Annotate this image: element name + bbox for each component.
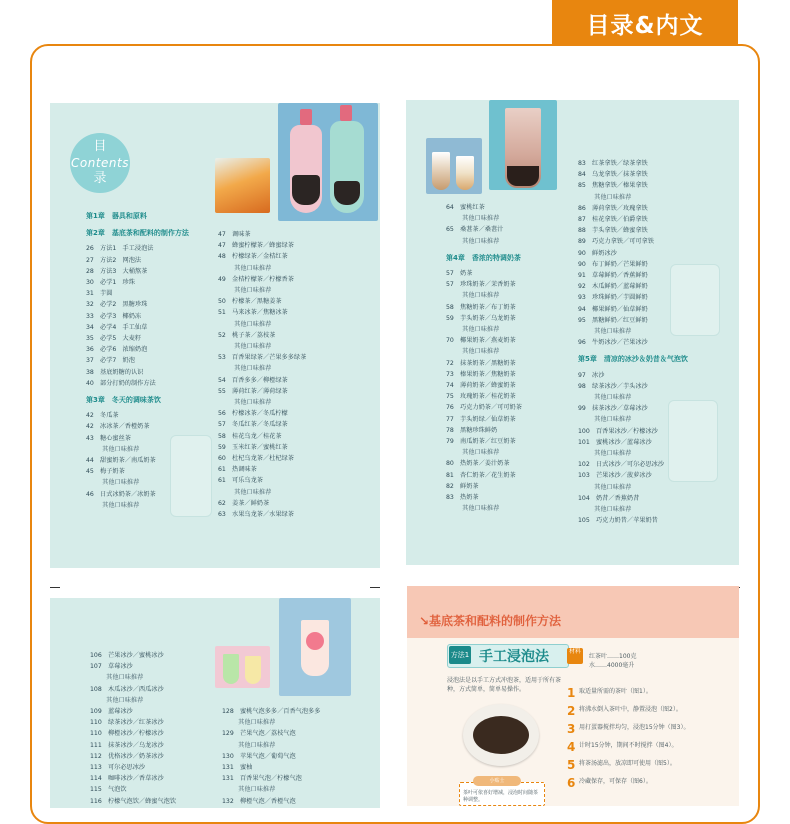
chapter-heading: 第2章 基底茶和配料的制作方法 xyxy=(86,229,189,238)
toc-entry: 其他口味推荐 xyxy=(456,348,500,356)
toc-entry: 62 姜茶／鲜奶茶 xyxy=(218,499,270,507)
section-header-tab xyxy=(552,0,738,46)
tip-text: 茶叶可依喜好增减，浸泡时间随茶种调整。 xyxy=(463,790,539,803)
steps-list xyxy=(567,686,735,794)
toc-entry: 98 绿茶冰沙／芋头冰沙 xyxy=(578,382,648,390)
toc-entry: 88 芋头拿铁／蜂蜜拿铁 xyxy=(578,227,648,235)
toc-entry: 53 百香果绿茶／芒果多多绿茶 xyxy=(218,354,307,362)
toc-entry: 38 基底奶糖的认识 xyxy=(86,368,144,376)
toc-entry: 100 百香果冰沙／柠檬冰沙 xyxy=(578,427,658,435)
toc-entry: 85 焦糖拿铁／榛果拿铁 xyxy=(578,182,648,190)
toc-entry: 其他口味推荐 xyxy=(228,264,272,272)
toc-entry: 33 必学3 椰奶冻 xyxy=(86,312,142,320)
toc-entry: 57 奶茶 xyxy=(446,270,473,278)
crop-mark xyxy=(50,587,60,588)
toc-title-en: Contents xyxy=(71,156,129,170)
header-title: 目录&内文 xyxy=(586,12,704,39)
toc-entry: 48 柠檬绿茶／金桔红茶 xyxy=(218,253,288,261)
toc-entry: 其他口味推荐 xyxy=(96,501,140,509)
toc-entry: 74 薄荷奶茶／蜂蜜奶茶 xyxy=(446,382,516,390)
toc-entry: 84 乌龙拿铁／抹茶拿铁 xyxy=(578,171,648,179)
section-title: ↘基底茶和配料的制作方法 xyxy=(419,614,562,628)
pink-green-drinks-photo xyxy=(215,646,270,688)
toc-entry: 106 芒果冰沙／蜜桃冰沙 xyxy=(90,652,164,659)
toc-entry: 129 芒果气泡／荔枝气泡 xyxy=(222,730,296,738)
step-item xyxy=(567,740,735,754)
toc-entry: 其他口味推荐 xyxy=(228,320,272,328)
toc-page-3 xyxy=(50,598,380,808)
step-item xyxy=(567,686,735,700)
toc-entry: 101 蜜桃冰沙／蓝莓冰沙 xyxy=(578,438,652,446)
chapter-heading: 第1章 器具和原料 xyxy=(86,212,147,220)
toc-entry: 80 热奶茶／姜汁奶茶 xyxy=(446,460,510,468)
toc-entry: 其他口味推荐 xyxy=(456,237,500,245)
toc-entry: 82 鲜奶茶 xyxy=(446,482,479,490)
toc-entry: 116 柠檬气泡饮／蜂蜜气泡饮 xyxy=(90,797,177,805)
toc-entry: 59 玉米红茶／蜜桃红茶 xyxy=(218,443,288,451)
toc-entry: 83 红茶拿铁／绿茶拿铁 xyxy=(578,160,648,167)
toc-entry: 其他口味推荐 xyxy=(456,505,500,513)
toc-entry: 90 布丁鲜奶／芒果鲜奶 xyxy=(578,260,648,268)
recipe-name: 手工浸泡法 xyxy=(479,649,549,665)
toc-entry: 其他口味推荐 xyxy=(588,394,632,402)
toc-entry: 其他口味推荐 xyxy=(228,399,272,407)
toc-entry: 54 百香多多／柳橙绿茶 xyxy=(218,376,288,384)
toc-entry: 51 马来冰茶／焦糖冰茶 xyxy=(218,309,288,317)
toc-entry: 59 芋头奶茶／乌龙奶茶 xyxy=(446,314,516,322)
toc-entry: 其他口味推荐 xyxy=(228,343,272,351)
toc-entry: 78 黑糖珍珠鲜奶 xyxy=(446,426,498,434)
toc-entry: 90 鲜奶冰沙 xyxy=(578,249,617,257)
toc-entry: 64 蜜桃红茶 xyxy=(446,204,485,211)
toc-entry: 49 金桔柠檬茶／柠檬香茶 xyxy=(218,275,294,283)
step-item xyxy=(567,722,735,736)
toc-entry: 95 黑糖鲜奶／红豆鲜奶 xyxy=(578,316,648,324)
toc-entry: 104 奶昔／香蕉奶昔 xyxy=(578,494,640,502)
toc-entry: 99 抹茶冰沙／草莓冰沙 xyxy=(578,405,648,413)
ingredient-list xyxy=(589,652,636,670)
toc-right-column xyxy=(222,706,320,807)
toc-entry: 45 梅子奶茶 xyxy=(86,468,125,476)
toc-entry: 35 必学5 大麦籽 xyxy=(86,335,142,343)
toc-entry: 132 柳橙气泡／香橙气泡 xyxy=(222,797,296,805)
step-text: 冷藏保存，可保存（图6）。 xyxy=(579,778,652,785)
toc-entry: 58 桂花乌龙／桂花茶 xyxy=(218,432,282,440)
orange-drink-photo xyxy=(215,158,270,213)
toc-entry: 93 珍珠鲜奶／芋圆鲜奶 xyxy=(578,294,648,302)
toc-entry: 111 抹茶冰沙／乌龙冰沙 xyxy=(90,741,164,749)
toc-entry: 其他口味推荐 xyxy=(96,479,140,487)
toc-entry: 105 巧克力奶昔／苹果奶昔 xyxy=(578,517,658,525)
toc-entry: 其他口味推荐 xyxy=(588,328,632,336)
step-text: 用打蛋器搅拌均匀，浸泡15分钟（图3）。 xyxy=(579,724,690,731)
toc-entry: 37 必学7 奶泡 xyxy=(86,357,135,365)
toc-entry: 26 方法1 手工浸泡法 xyxy=(86,245,154,253)
toc-entry: 其他口味推荐 xyxy=(228,365,272,373)
step-item xyxy=(567,776,735,790)
toc-entry: 其他口味推荐 xyxy=(588,450,632,458)
toc-entry: 75 玫瑰奶茶／桂花奶茶 xyxy=(446,393,516,401)
toc-entry: 其他口味推荐 xyxy=(456,326,500,334)
toc-entry: 131 百香果气泡／柠檬气泡 xyxy=(222,775,302,783)
toc-entry: 79 南瓜奶茶／红豆奶茶 xyxy=(446,438,516,446)
ingredient-item: 水……4000毫升 xyxy=(589,662,635,669)
ingredient-item: 红茶叶……100克 xyxy=(589,653,637,660)
toc-entry: 109 蓝莓冰沙 xyxy=(90,708,133,716)
toc-title-cn-top: 目 xyxy=(93,139,107,154)
toc-entry: 42 冬瓜茶 xyxy=(86,412,119,420)
toc-entry: 其他口味推荐 xyxy=(456,449,500,457)
toc-entry: 96 牛奶冰沙／芒果冰沙 xyxy=(578,339,648,347)
toc-entry: 其他口味推荐 xyxy=(96,445,140,453)
toc-entry: 108 木瓜冰沙／西瓜冰沙 xyxy=(90,685,164,693)
toc-entry: 31 芋圆 xyxy=(86,290,113,298)
toc-entry: 103 芒果冰沙／菠萝冰沙 xyxy=(578,472,652,480)
toc-entry: 57 冬瓜红茶／冬瓜绿茶 xyxy=(218,421,288,429)
toc-entry: 131 蜜柚 xyxy=(222,764,253,772)
pearl-milk-tea-photo xyxy=(489,100,557,190)
step-number: 2 xyxy=(567,704,576,718)
step-text: 取适量所需的茶叶（图1）。 xyxy=(579,688,652,695)
toc-entry: 70 椰果奶茶／燕麦奶茶 xyxy=(446,337,516,345)
toc-entry: 其他口味推荐 xyxy=(456,292,500,300)
step-text: 计时15分钟，期间不时搅拌（图4）。 xyxy=(579,742,678,749)
toc-entry: 55 薄荷红茶／薄荷绿茶 xyxy=(218,387,288,395)
toc-entry: 114 咖啡冰沙／香草冰沙 xyxy=(90,775,164,783)
chapter-heading: 第3章 冬天的调味茶饮 xyxy=(86,396,161,405)
step-item xyxy=(567,704,735,718)
toc-entry: 61 可乐乌龙茶 xyxy=(218,477,263,485)
toc-entry: 110 绿茶冰沙／红茶冰沙 xyxy=(90,719,164,727)
toc-entry: 36 必学6 浓缩奶泡 xyxy=(86,346,148,354)
toc-entry: 其他口味推荐 xyxy=(588,416,632,424)
step-number: 1 xyxy=(567,686,576,700)
flower-drink-photo xyxy=(279,598,351,696)
toc-entry: 130 苹果气泡／葡萄气泡 xyxy=(222,752,296,760)
toc-entry: 56 柠檬冰茶／冬瓜柠檬 xyxy=(218,410,288,418)
toc-entry: 42 冰冰茶／香橙奶茶 xyxy=(86,423,150,431)
toc-entry: 58 焦糖奶茶／布丁奶茶 xyxy=(446,303,516,311)
content-page xyxy=(407,586,739,806)
toc-entry: 其他口味推荐 xyxy=(100,674,144,682)
toc-left-column xyxy=(446,202,522,514)
toc-entry: 其他口味推荐 xyxy=(588,506,632,514)
toc-entry: 113 可尔必思冰沙 xyxy=(90,764,146,772)
toc-entry: 112 优格冰沙／奶茶冰沙 xyxy=(90,752,164,760)
toc-entry: 94 椰果鲜奶／仙草鲜奶 xyxy=(578,305,648,313)
toc-left-column xyxy=(86,205,189,511)
toc-entry: 72 抹茶奶茶／黑糖奶茶 xyxy=(446,359,516,367)
chapter-heading: 第5章 清凉的冰沙＆奶昔＆气泡饮 xyxy=(578,355,688,364)
toc-entry: 其他口味推荐 xyxy=(232,741,276,749)
toc-entry: 43 糖心蜜丝茶 xyxy=(86,434,131,442)
toc-entry: 87 桂花拿铁／伯爵拿铁 xyxy=(578,216,648,224)
toc-entry: 57 珍珠奶茶／茉香奶茶 xyxy=(446,281,516,289)
toc-entry: 其他口味推荐 xyxy=(232,719,276,727)
toc-entry: 83 热奶茶 xyxy=(446,494,479,502)
toc-right-column xyxy=(218,229,306,520)
step-text: 将沸水倒入茶叶中，静置浸泡（图2）。 xyxy=(579,706,682,713)
step-number: 3 xyxy=(567,722,576,736)
toc-entry: 47 调味茶 xyxy=(218,231,251,238)
step-number: 5 xyxy=(567,758,576,772)
chapter-heading: 第4章 香浓的特调奶茶 xyxy=(446,253,521,262)
toc-entry: 32 必学2 黑糖珍珠 xyxy=(86,301,148,309)
toc-entry: 81 杏仁奶茶／花生奶茶 xyxy=(446,471,516,479)
recipe-tag: 方法1 xyxy=(449,646,471,664)
toc-page-1 xyxy=(50,103,380,568)
toc-entry: 61 热调味茶 xyxy=(218,466,257,474)
crop-mark xyxy=(370,587,380,588)
toc-entry: 115 气泡饮 xyxy=(90,786,127,794)
toc-title-badge xyxy=(70,133,130,193)
toc-entry: 44 甜蜜奶茶／南瓜奶茶 xyxy=(86,457,156,465)
tea-leaves xyxy=(473,716,529,754)
toc-entry: 128 蜜桃气泡多多／百香气泡多多 xyxy=(222,708,321,715)
toc-entry: 97 冰沙 xyxy=(578,371,605,379)
toc-left-column xyxy=(90,650,176,807)
toc-title-cn-bottom: 录 xyxy=(93,171,107,186)
toc-entry: 40 部分打奶的制作方法 xyxy=(86,379,156,387)
toc-entry: 65 桑葚茶／桑葚汁 xyxy=(446,226,504,234)
toc-entry: 27 方法2 网泡法 xyxy=(86,256,142,264)
toc-entry: 46 日式冰奶茶／冰奶茶 xyxy=(86,490,156,498)
toc-entry: 73 榛果奶茶／焦糖奶茶 xyxy=(446,370,516,378)
toc-entry: 102 日式冰沙／可尔必思冰沙 xyxy=(578,461,665,469)
step-number: 6 xyxy=(567,776,576,790)
toc-entry: 其他口味推荐 xyxy=(588,483,632,491)
toc-entry: 91 草莓鲜奶／香蕉鲜奶 xyxy=(578,272,648,280)
toc-entry: 50 柠檬茶／黑糖姜茶 xyxy=(218,298,282,306)
ingredient-tag: 材料 xyxy=(567,648,583,664)
toc-entry: 其他口味推荐 xyxy=(228,488,272,496)
toc-entry: 其他口味推荐 xyxy=(100,696,144,704)
toc-entry: 89 巧克力拿铁／可可拿铁 xyxy=(578,238,654,246)
tip-tag: 小贴士 xyxy=(473,776,521,786)
toc-entry: 63 水果乌龙茶／水果绿茶 xyxy=(218,511,294,519)
toc-entry: 52 桃子茶／荔枝茶 xyxy=(218,331,276,339)
toc-entry: 92 木瓜鲜奶／蓝莓鲜奶 xyxy=(578,283,648,291)
toc-entry: 110 柳橙冰沙／柠檬冰沙 xyxy=(90,730,164,738)
toc-entry: 34 必学4 手工仙草 xyxy=(86,323,148,331)
step-item xyxy=(567,758,735,772)
toc-entry: 76 巧克力奶茶／可可奶茶 xyxy=(446,404,522,412)
toc-page-2 xyxy=(406,100,739,565)
toc-entry: 28 方法3 大桶熬茶 xyxy=(86,267,148,275)
layered-drinks-photo xyxy=(426,138,482,194)
toc-entry: 107 草莓冰沙 xyxy=(90,663,133,671)
toc-entry: 其他口味推荐 xyxy=(588,193,632,201)
toc-entry: 47 蜂蜜柠檬茶／蜂蜜绿茶 xyxy=(218,242,294,250)
toc-entry: 其他口味推荐 xyxy=(456,215,500,223)
toc-entry: 其他口味推荐 xyxy=(232,786,276,794)
step-number: 4 xyxy=(567,740,576,754)
toc-entry: 77 芋头奶绿／仙草奶茶 xyxy=(446,415,516,423)
toc-entry: 60 杜杞乌龙茶／杜杞绿茶 xyxy=(218,455,294,463)
intro-text: 浸泡法是以手工方式冲泡茶，适用于所有茶种，方式简单，简单易操作。 xyxy=(447,677,562,693)
toc-entry: 其他口味推荐 xyxy=(228,287,272,295)
toc-entry: 30 必学1 珍珠 xyxy=(86,279,135,287)
toc-entry: 86 薄荷拿铁／玫瑰拿铁 xyxy=(578,204,648,212)
bottle-drinks-photo xyxy=(278,103,378,221)
step-text: 将茶汤滤出，放凉即可使用（图5）。 xyxy=(579,760,676,767)
toc-right-column xyxy=(578,158,688,527)
